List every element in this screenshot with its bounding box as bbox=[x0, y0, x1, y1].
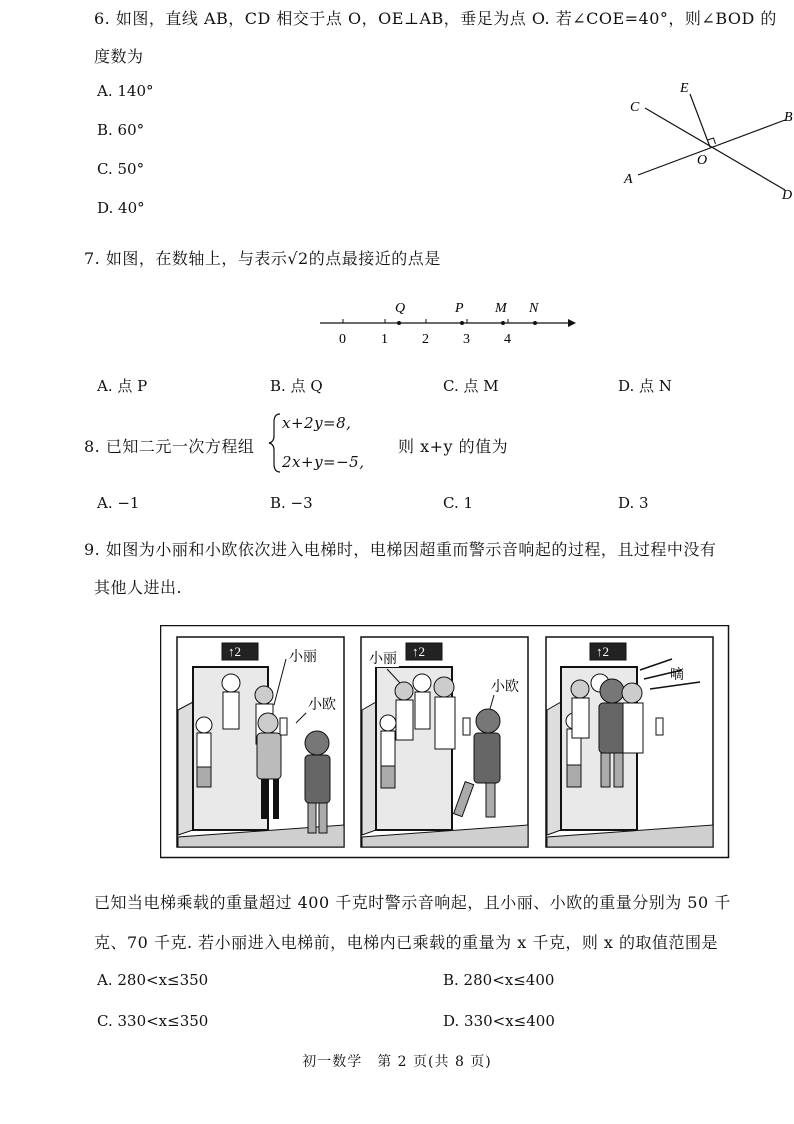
tick-label-0: 0 bbox=[339, 332, 346, 347]
q6-option-a: A. 140° bbox=[97, 82, 154, 100]
ray-oe bbox=[690, 94, 710, 147]
point-label-q: Q bbox=[395, 301, 406, 316]
floor-indicator-2: ↑2 bbox=[412, 644, 425, 659]
q9-option-c: C. 330<x≤350 bbox=[97, 1012, 209, 1030]
point-p bbox=[460, 321, 464, 325]
q8-equation-1: x+2y=8, bbox=[282, 414, 352, 432]
arrow-icon bbox=[568, 319, 576, 327]
q8-option-b: B. −3 bbox=[270, 494, 313, 512]
q6-stem-line2: 度数为 bbox=[94, 47, 144, 66]
q7-stem: 7. 如图，在数轴上，与表示√2的点最接近的点是 bbox=[84, 249, 441, 268]
q8-option-c: C. 1 bbox=[443, 494, 474, 512]
q7-option-d: D. 点 N bbox=[618, 377, 672, 395]
label-xiaoou-1: 小欧 bbox=[308, 698, 336, 713]
label-e: E bbox=[680, 81, 689, 96]
tick-label-4: 4 bbox=[504, 332, 511, 347]
point-q bbox=[397, 321, 401, 325]
label-b: B bbox=[784, 110, 793, 125]
q9-stem-line2: 其他人进出. bbox=[94, 578, 183, 597]
point-label-m: M bbox=[495, 301, 507, 316]
q8-suffix: 则 x+y 的值为 bbox=[398, 437, 509, 456]
point-label-n: N bbox=[529, 301, 539, 316]
label-d: D bbox=[782, 188, 793, 203]
point-n bbox=[533, 321, 537, 325]
q9-option-a: A. 280<x≤350 bbox=[97, 971, 209, 989]
tick-label-2: 2 bbox=[422, 332, 429, 347]
point-label-p: P bbox=[455, 301, 464, 316]
floor-indicator-1: ↑2 bbox=[228, 644, 241, 659]
label-beep: 嘀 bbox=[670, 668, 684, 683]
comic-panel-1 bbox=[177, 637, 344, 847]
q7-option-b: B. 点 Q bbox=[270, 377, 323, 395]
q7-option-a: A. 点 P bbox=[97, 377, 148, 395]
q8-equation-2: 2x+y=−5, bbox=[282, 453, 365, 471]
q9-body-line2: 克、70 千克. 若小丽进入电梯前，电梯内已乘载的重量为 x 千克，则 x 的取值范围是 bbox=[94, 933, 719, 952]
comic-panel-2 bbox=[361, 637, 528, 847]
q9-body-line1: 已知当电梯乘载的重量超过 400 千克时警示音响起，且小丽、小欧的重量分别为 50 千 bbox=[94, 893, 731, 912]
floor-indicator-3: ↑2 bbox=[596, 644, 609, 659]
q6-option-c: C. 50° bbox=[97, 160, 145, 178]
tick-label-1: 1 bbox=[381, 332, 388, 347]
tick-label-3: 3 bbox=[463, 332, 470, 347]
label-o: O bbox=[697, 153, 708, 168]
label-xiaoli-1: 小丽 bbox=[289, 650, 317, 665]
label-xiaoli-2: 小丽 bbox=[369, 652, 397, 667]
q9-option-b: B. 280<x≤400 bbox=[443, 971, 555, 989]
q8-option-d: D. 3 bbox=[618, 494, 649, 512]
comic-panel-3 bbox=[546, 637, 713, 847]
q9-stem-line1: 9. 如图为小丽和小欧依次进入电梯时，电梯因超重而警示音响起的过程，且过程中没有 bbox=[84, 540, 717, 559]
label-xiaoou-2: 小欧 bbox=[491, 680, 519, 695]
elevator-comic bbox=[160, 625, 730, 859]
number-line bbox=[310, 290, 580, 350]
label-c: C bbox=[630, 100, 640, 115]
q6-option-b: B. 60° bbox=[97, 121, 145, 139]
q6-figure bbox=[620, 75, 794, 205]
q8-prefix: 8. 已知二元一次方程组 bbox=[84, 437, 255, 456]
point-m bbox=[501, 321, 505, 325]
line-cd bbox=[645, 108, 785, 190]
q6-stem-line1: 6. 如图，直线 AB，CD 相交于点 O，OE⊥AB，垂足为点 O. 若∠COE=40°，则∠BOD 的 bbox=[94, 9, 777, 28]
q8-option-a: A. −1 bbox=[97, 494, 140, 512]
q6-option-d: D. 40° bbox=[97, 199, 145, 217]
brace-icon bbox=[268, 412, 282, 474]
q7-option-c: C. 点 M bbox=[443, 377, 499, 395]
q9-option-d: D. 330<x≤400 bbox=[443, 1012, 555, 1030]
page-footer: 初一数学 第 2 页(共 8 页) bbox=[302, 1054, 492, 1070]
label-a: A bbox=[624, 172, 633, 187]
